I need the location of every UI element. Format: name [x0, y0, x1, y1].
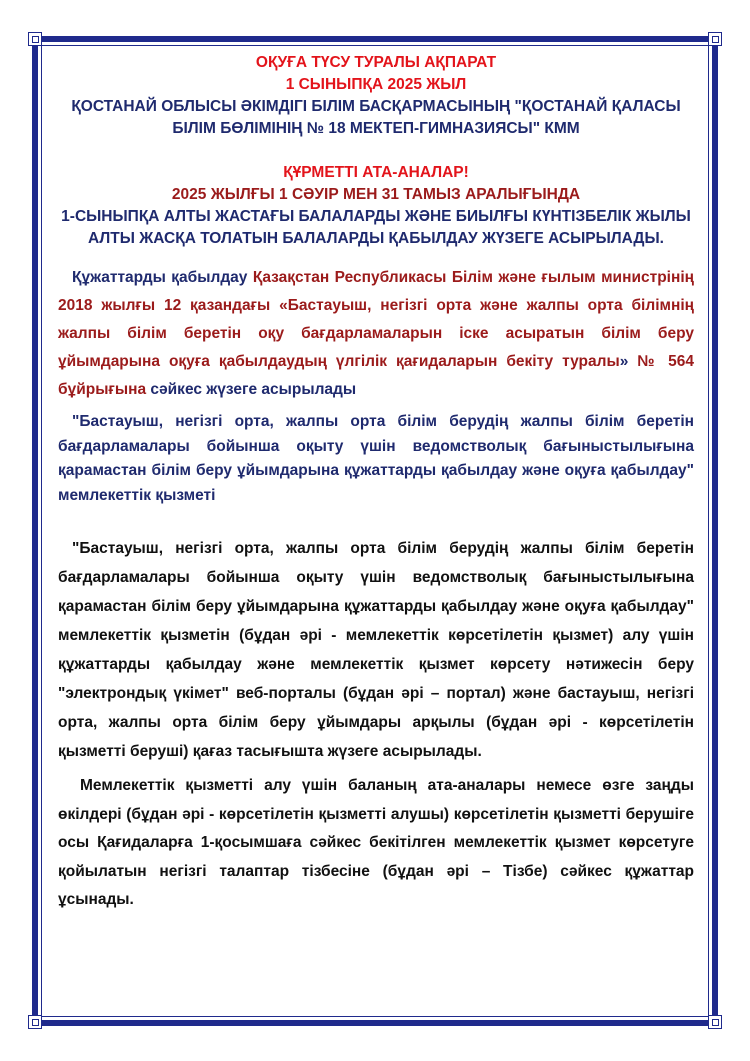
admission-notice: 1-СЫНЫПҚА АЛТЫ ЖАСТАҒЫ БАЛАЛАРДЫ ЖӘНЕ БИЫЛҒЫ КҮНТІЗБЕЛІК ЖЫЛЫ АЛТЫ ЖАСҚА ТОЛАТЫН БАЛАЛАРДЫ ҚАБЫЛДАУ ЖҮЗЕГЕ АСЫРЫЛАДЫ. [61, 208, 691, 247]
paragraph-legal-basis [58, 264, 694, 404]
border-corner-bottom-left [28, 1015, 42, 1029]
para1-order-number: № 564 бұйрығына [58, 353, 694, 398]
border-corner-top-right [708, 32, 722, 46]
title-grade-year: 1 СЫНЫПҚА 2025 ЖЫЛ [285, 76, 467, 93]
border-corner-bottom-right [708, 1015, 722, 1029]
para1-tail: сәйкес жүзеге асырылады [146, 381, 357, 398]
title-school-name: ҚОСТАНАЙ ОБЛЫСЫ ӘКІМДІГІ БІЛІМ БАСҚАРМАСЫНЫҢ "ҚОСТАНАЙ ҚАЛАСЫ БІЛІМ БӨЛІМІНІҢ № 18 МЕКТЕП-ГИМНАЗИЯСЫ" КММ [71, 98, 681, 137]
title-admission-info: ОҚУҒА ТҮСУ ТУРАЛЫ АҚПАРАТ [255, 54, 497, 71]
para1-lead: Құжаттарды қабылдау [72, 269, 253, 286]
paragraph-service-name: "Бастауыш, негізгі орта, жалпы орта білім берудің жалпы білім беретін бағдарламалары бойынша оқыту үшін ведомстволық бағыныстылығына қарамастан білім беру ұйымдарына құжаттарды қабылдау және оқуға қабылдау" мемлекеттік қызметі [58, 413, 694, 504]
admission-period: 2025 ЖЫЛҒЫ 1 СӘУІР МЕН 31 ТАМЫЗ АРАЛЫҒЫНДА [171, 186, 581, 203]
border-corner-top-left [28, 32, 42, 46]
paragraph-service-description: "Бастауыш, негізгі орта, жалпы орта білім берудің жалпы білім беретін бағдарламалары бойынша оқыту үшін ведомстволық бағыныстылығына қарамастан білім беру ұйымдарына құжаттарды қабылдау және оқуға қабылдау" мемлекеттік қызметін (бұдан әрі - мемлекеттік көрсетілетін қызмет) алу үшін құжаттарды қабылдау және мемлекеттік қызмет көрсету нәтижесін беру "электрондық үкімет" веб-порталы (бұдан әрі – портал) және бастауыш, негізгі орта, жалпы орта білім беру ұйымдары арқылы (бұдан әрі - көрсетілетін қызметті беруші) қағаз тасығышта жүзеге асырылады. [58, 540, 694, 760]
para1-ministry-reference: Қазақстан Республикасы Білім және ғылым министрінің 2018 жылғы 12 қазандағы «Бастауыш, негізгі орта және жалпы орта білімнің жалпы білім беретін оқу бағдарламаларын іске асыратын білім беру ұйымдарына оқуға қабылдаудың үлгілік қағидаларын бекіту туралы [58, 269, 694, 370]
greeting-parents: ҚҰРМЕТТІ АТА-АНАЛАР! [283, 164, 469, 181]
para1-quote-close: » [619, 353, 638, 370]
document-content [58, 52, 694, 915]
paragraph-documents-submission: Мемлекеттік қызметті алу үшін баланың ата-аналары немесе өзге заңды өкілдері (бұдан әрі - көрсетілетін қызметті алушы) көрсетілетін қызметті берушіге осы Қағидаларға 1-қосымшаға сәйкес бекітілген мемлекеттік қызмет көрсетуге қойылатын негізгі талаптар тізбесіне (бұдан әрі – Тізбе) сәйкес құжаттар ұсынады. [58, 777, 694, 908]
